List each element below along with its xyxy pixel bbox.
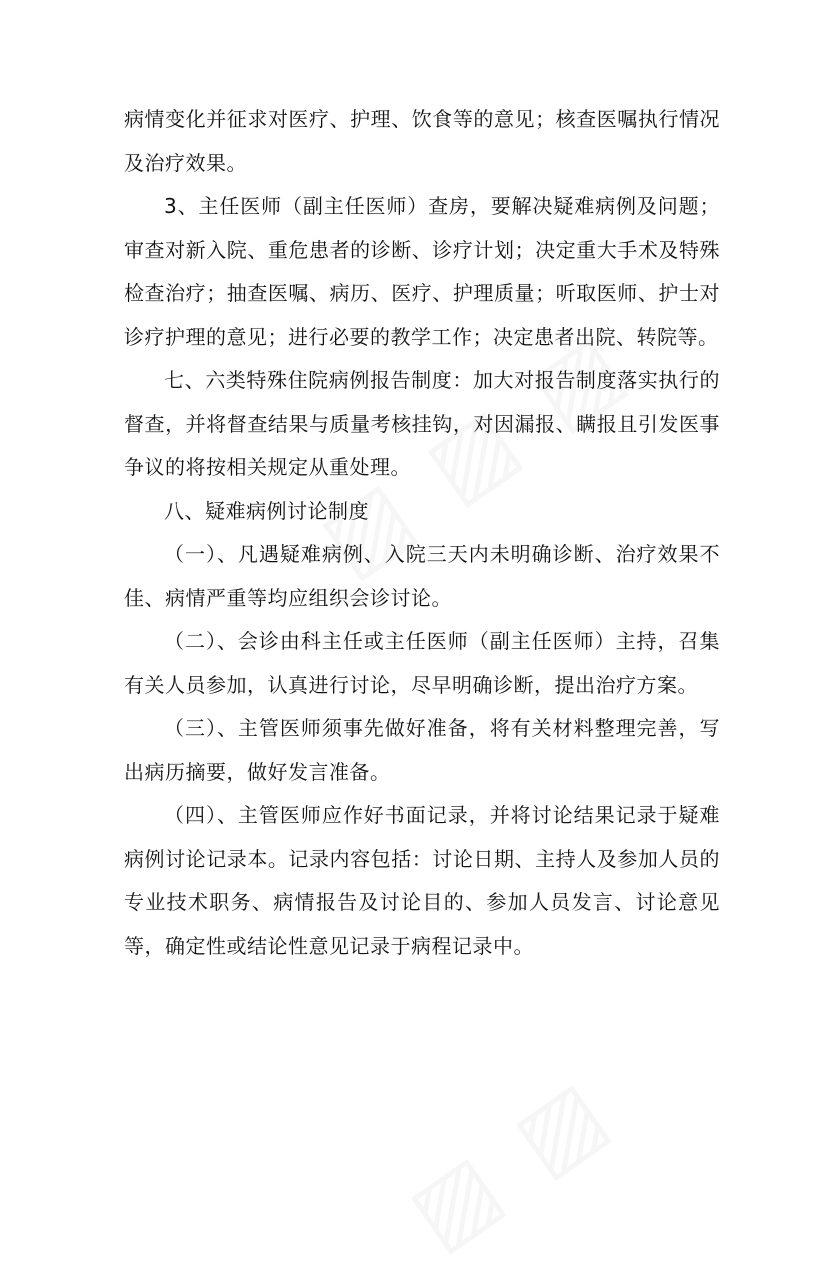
paragraph-continuation: 病情变化并征求对医疗、护理、饮食等的意见；核查医嘱执行情况及治疗效果。 — [124, 107, 720, 175]
paragraph-item-1: （一）、凡遇疑难病例、入院三天内未明确诊断、治疗效果不佳、病情严重等均应组织会诊讨论。 — [124, 542, 720, 610]
paragraph-item-3: （三）、主管医师须事先做好准备，将有关材料整理完善，写出病历摘要，做好发言准备。 — [124, 716, 720, 784]
watermark-bottom — [390, 1057, 630, 1268]
paragraph-item-4: （四）、主管医师应作好书面记录，并将讨论结果记录于疑难病例讨论记录本。记录内容包括：讨论日期、主持人及参加人员的专业技术职务、病情报告及讨论目的、参加人员发言、讨论意见等，确定性或结论性意见记录于病程记录中。 — [124, 803, 720, 958]
paragraph-special-case-report: 七、六类特殊住院病例报告制度：加大对报告制度落实执行的督查，并将督查结果与质量考核挂钩，对因漏报、瞒报且引发医事争议的将按相关规定从重处理。 — [124, 368, 720, 479]
document-body — [124, 98, 720, 968]
paragraph-item-2: （二）、会诊由科主任或主任医师（副主任医师）主持，召集有关人员参加，认真进行讨论，尽早明确诊断，提出治疗方案。 — [124, 629, 720, 697]
section-heading-difficult-case: 八、疑难病例讨论制度 — [164, 498, 369, 523]
paragraph-chief-physician-rounds: 3、主任医师（副主任医师）查房，要解决疑难病例及问题；审查对新入院、重危患者的诊断、诊疗计划；决定重大手术及特殊检查治疗；抽查医嘱、病历、医疗、护理质量；听取医师、护士对诊疗护理的意见；进行必要的教学工作；决定患者出院、转院等。 — [124, 194, 720, 349]
